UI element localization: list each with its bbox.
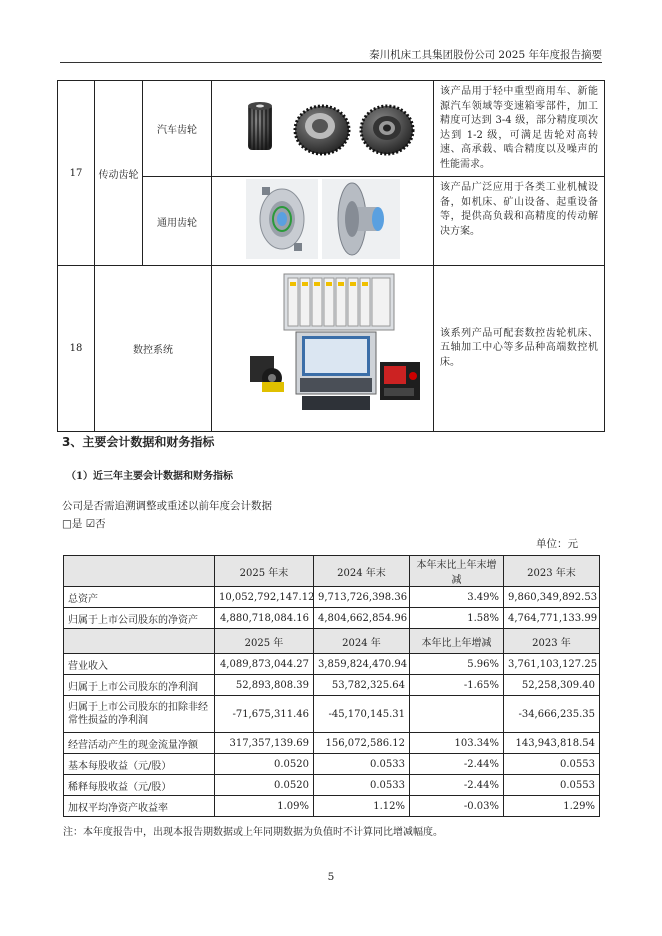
- table-cell: -71,675,311.46: [215, 696, 314, 733]
- table-row: [58, 266, 605, 432]
- table-row: [64, 796, 600, 817]
- gear-icon: [361, 106, 413, 154]
- product-category: 传动齿轮: [95, 81, 143, 266]
- table-header-row: [64, 629, 600, 654]
- table-cell: 4,089,873,044.27: [215, 654, 314, 675]
- row-label: 稀释每股收益（元/股）: [64, 775, 215, 796]
- row-label: 总资产: [64, 587, 215, 608]
- row-label: 归属于上市公司股东的净资产: [64, 608, 215, 629]
- row-label: 经营活动产生的现金流量净额: [64, 733, 215, 754]
- table-cell: 3.49%: [410, 587, 504, 608]
- table-cell: 317,357,139.69: [215, 733, 314, 754]
- handwheel-pendant-icon: [380, 362, 420, 400]
- table-row: [64, 733, 600, 754]
- table-row: [64, 754, 600, 775]
- row-label: 归属于上市公司股东的净利润: [64, 675, 215, 696]
- product-subcategory: 汽车齿轮: [143, 81, 212, 177]
- product-table: [57, 80, 605, 432]
- column-header: 2025 年: [215, 629, 314, 654]
- table-cell: -34,666,235.35: [504, 696, 600, 733]
- auto-gears-photo: [212, 82, 434, 173]
- general-gears-photo: [212, 177, 434, 262]
- table-cell: -1.65%: [410, 675, 504, 696]
- gear-icon: [295, 106, 349, 154]
- product-description: 该产品用于轻中重型商用车、新能源汽车领域等变速箱零部件，加工精度可达到 3-4 级，部分精度项次达到 1-2 级，可满足齿轮对高转速、高承载、啮合精度以及噪声的性能需求。: [434, 81, 605, 177]
- table-row: [58, 81, 605, 177]
- table-cell: 3,859,824,470.94: [314, 654, 410, 675]
- product-number: 18: [58, 266, 95, 432]
- column-header: 2024 年末: [314, 556, 410, 587]
- header-rule: [60, 62, 602, 63]
- table-row: [64, 696, 600, 733]
- product-description: 该产品广泛应用于各类工业机械设备，如机床、矿山设备、起重设备等，提供高负载和高精度的传动解决方案。: [434, 177, 605, 266]
- column-header: 2023 年末: [504, 556, 600, 587]
- product-number: 17: [58, 81, 95, 266]
- table-cell: 143,943,818.54: [504, 733, 600, 754]
- restate-question: 公司是否需追溯调整或重述以前年度会计数据: [62, 500, 272, 512]
- cnc-panel-icon: [296, 332, 376, 410]
- table-cell: 103.34%: [410, 733, 504, 754]
- table-row: [64, 775, 600, 796]
- table-cell: 52,893,808.39: [215, 675, 314, 696]
- report-header: 秦川机床工具集团股份公司 2025 年年度报告摘要: [369, 49, 602, 61]
- table-cell: 3,761,103,127.25: [504, 654, 600, 675]
- table-cell: 4,764,771,133.99: [504, 608, 600, 629]
- cnc-system-images: [212, 266, 434, 432]
- row-label: 营业收入: [64, 654, 215, 675]
- column-header: 本年末比上年末增减: [410, 556, 504, 587]
- product-description: 该系列产品可配套数控齿轮机床、五轴加工中心等多品种高端数控机床。: [434, 266, 605, 432]
- table-cell: 0.0533: [314, 775, 410, 796]
- column-header: 2024 年: [314, 629, 410, 654]
- page-number: 5: [327, 871, 335, 883]
- table-cell: -2.44%: [410, 754, 504, 775]
- financial-table: [63, 555, 600, 817]
- table-cell: 0.0533: [314, 754, 410, 775]
- table-cell: 0.0520: [215, 775, 314, 796]
- table-row: [64, 675, 600, 696]
- section-subtitle: （1）近三年主要会计数据和财务指标: [66, 471, 233, 482]
- table-cell: [410, 696, 504, 733]
- row-label: 基本每股收益（元/股）: [64, 754, 215, 775]
- section-title: 3、主要会计数据和财务指标: [62, 435, 215, 449]
- servo-motor-icon: [250, 356, 284, 392]
- column-header: [64, 629, 215, 654]
- column-header: 2023 年: [504, 629, 600, 654]
- row-label: 归属于上市公司股东的扣除非经常性损益的净利润: [64, 696, 215, 733]
- table-cell: 53,782,325.64: [314, 675, 410, 696]
- table-cell: 9,713,726,398.36: [314, 587, 410, 608]
- table-cell: 52,258,309.40: [504, 675, 600, 696]
- table-cell: 4,804,662,854.96: [314, 608, 410, 629]
- table-cell: -45,170,145.31: [314, 696, 410, 733]
- restate-answer: □是 ☑否: [62, 518, 106, 530]
- row-label: 加权平均净资产收益率: [64, 796, 215, 817]
- table-row: [64, 608, 600, 629]
- table-cell: 1.58%: [410, 608, 504, 629]
- table-cell: -2.44%: [410, 775, 504, 796]
- general-gear-images: [212, 177, 434, 266]
- column-header: 本年比上年增减: [410, 629, 504, 654]
- column-header: 2025 年末: [215, 556, 314, 587]
- table-cell: 0.0553: [504, 754, 600, 775]
- table-cell: 0.0553: [504, 775, 600, 796]
- table-cell: 1.29%: [504, 796, 600, 817]
- table-cell: 4,880,718,084.16: [215, 608, 314, 629]
- unit-label: 单位：元: [536, 538, 578, 550]
- cnc-system-photo: [212, 266, 434, 428]
- product-category: 数控系统: [95, 266, 212, 432]
- table-cell: 1.12%: [314, 796, 410, 817]
- table-row: [64, 654, 600, 675]
- product-subcategory: 通用齿轮: [143, 177, 212, 266]
- gear-icon: [248, 102, 272, 150]
- table-cell: 9,860,349,892.53: [504, 587, 600, 608]
- table-cell: 1.09%: [215, 796, 314, 817]
- table-cell: 0.0520: [215, 754, 314, 775]
- auto-gear-images: [212, 81, 434, 177]
- table-cell: 5.96%: [410, 654, 504, 675]
- table-row: [64, 587, 600, 608]
- column-header: [64, 556, 215, 587]
- table-header-row: [64, 556, 600, 587]
- table-cell: 10,052,792,147.12: [215, 587, 314, 608]
- table-cell: -0.03%: [410, 796, 504, 817]
- table-cell: 156,072,586.12: [314, 733, 410, 754]
- footnote: 注：本年度报告中，出现本报告期数据或上年同期数据为负值时不计算同比增减幅度。: [63, 827, 443, 838]
